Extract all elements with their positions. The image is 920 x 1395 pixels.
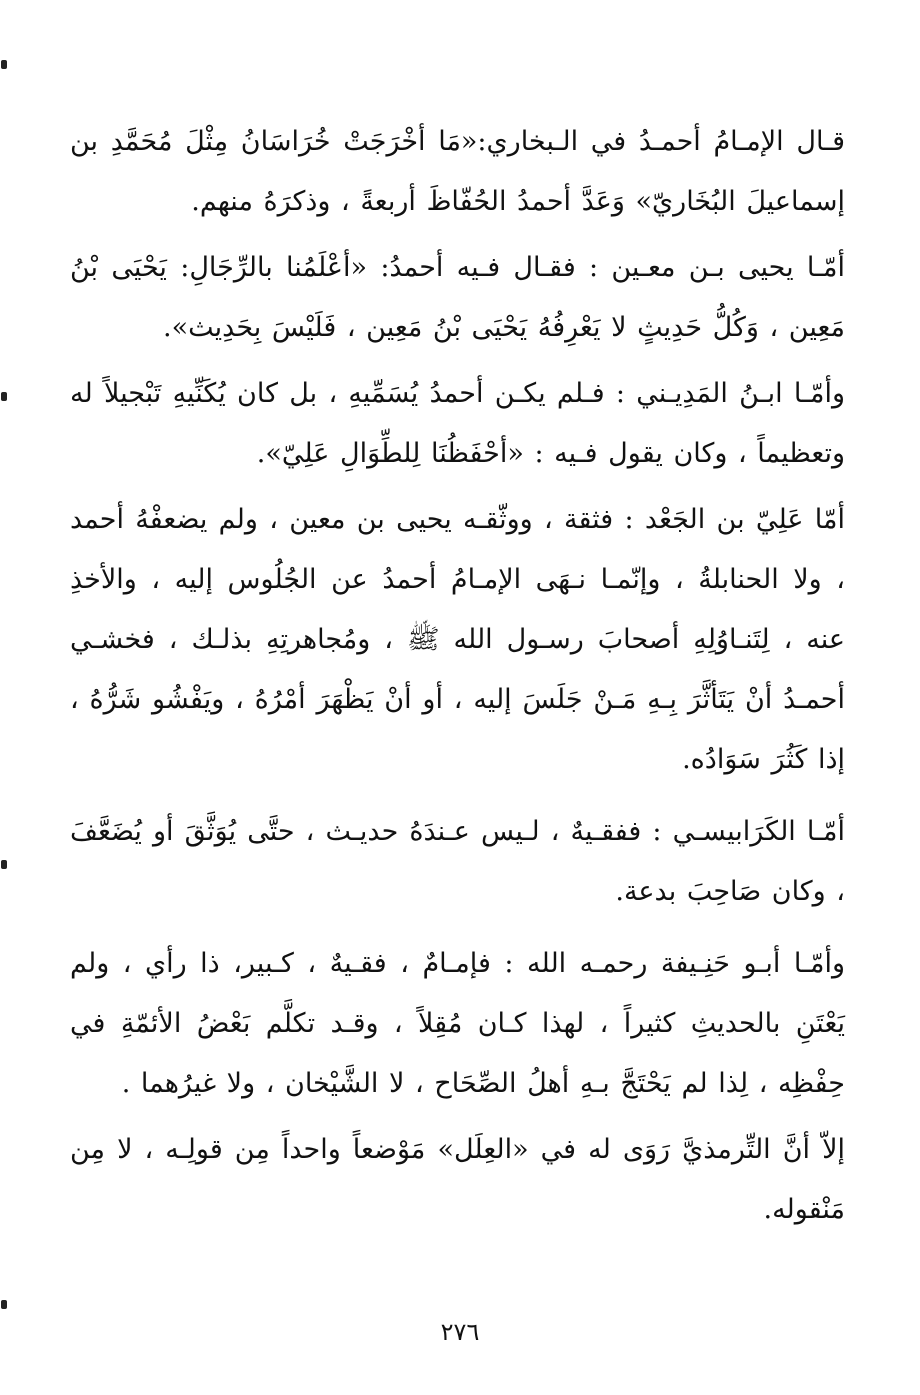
paragraph-ali-ibn-al-jad: أمّا عَلِيّ بن الجَعْد : فثقة ، ووثّقـه يحيى بن معين ، ولم يضعفْهُ أحمد ، ولا الحنابلةُ ، وإنّمـا نـهَى الإمـامُ أحمدُ عن الجُلُوس إليه ، والأخذِ عنه ، لِتَنـاوُلِهِ أصحابَ رسـول الله ﷺ ، ومُجاهرتِهِ بذلـك ، فخشـي أحمـدُ أنْ يَتَأثَّرَ بِـهِ مَـنْ جَلَسَ إليه ، أو أنْ يَظْهَرَ أمْرُهُ ، ويَفْشُو شَرُّهُ ، إذا كَثُرَ سَوَادُه. [70,504,845,775]
paragraph-tirmidhi: إلاّ أنَّ التِّرمذيَّ رَوَى له في «العِلَل» مَوْضعاً واحداً مِن قولِـه ، لا مِن مَنْقوله. [70,1134,845,1225]
page-number: ٢٧٦ [440,1318,480,1346]
margin-mark-middle-1 [1,392,7,401]
paragraph-ibn-al-madini: وأمّـا ابـنُ المَدِيـني : فـلم يكـن أحمدُ يُسَمِّيهِ ، بل كان يُكَنِّيهِ تَبْجيلاً له وتعظيماً ، وكان يقول فـيه : «أحْفَظُنَا لِلطِّوَالِ عَلِيّ». [70,378,845,469]
paragraph-al-karabisi: أمّـا الكَرَابيسـي : ففقـيهٌ ، لـيس عـندَهُ حديـث ، حتَّى يُوَثَّقَ أو يُضَعَّفَ ، وكان صَاحِبَ بدعة. [70,816,845,907]
margin-mark-top [1,60,7,69]
margin-mark-middle-2 [1,860,7,869]
paragraph-abu-hanifa: وأمّـا أبـو حَنِـيفة رحمـه الله : فإمـامٌ ، فقـيهٌ ، كـبير، ذا رأي ، ولم يَعْتَنِ بالحديثِ كثيراً ، لهذا كـان مُقِلاً ، وقـد تكلَّم بَعْضُ الأئمّةِ في حِفْظِه ، لِذا لم يَحْتَجَّ بـهِ أهلُ الصِّحَاح ، لا الشَّيْخان ، ولا غيرُهما . [70,948,845,1099]
paragraph-yahya-ibn-main: أمّـا يحيى بـن معـين : فقـال فـيه أحمدُ: «أعْلَمُنا بالرِّجَالِ: يَحْيَى بْنُ مَعِين ، وَكُلُّ حَدِيثٍ لا يَعْرِفُهُ يَحْيَى بْنُ مَعِين ، فَلَيْسَ بِحَدِيث». [70,252,845,343]
paragraph-bukhari: قـال الإمـامُ أحمـدُ في الـبخاري:«مَا أخْرَجَتْ خُرَاسَانُ مِثْلَ مُحَمَّدِ بن إسماعيلَ البُخَاريّ» وَعَدَّ أحمدُ الحُفّاظَ أربعةً ، وذكرَهُ منهم. [70,126,845,217]
page-body [70,112,845,1240]
margin-mark-bottom [1,1300,7,1309]
